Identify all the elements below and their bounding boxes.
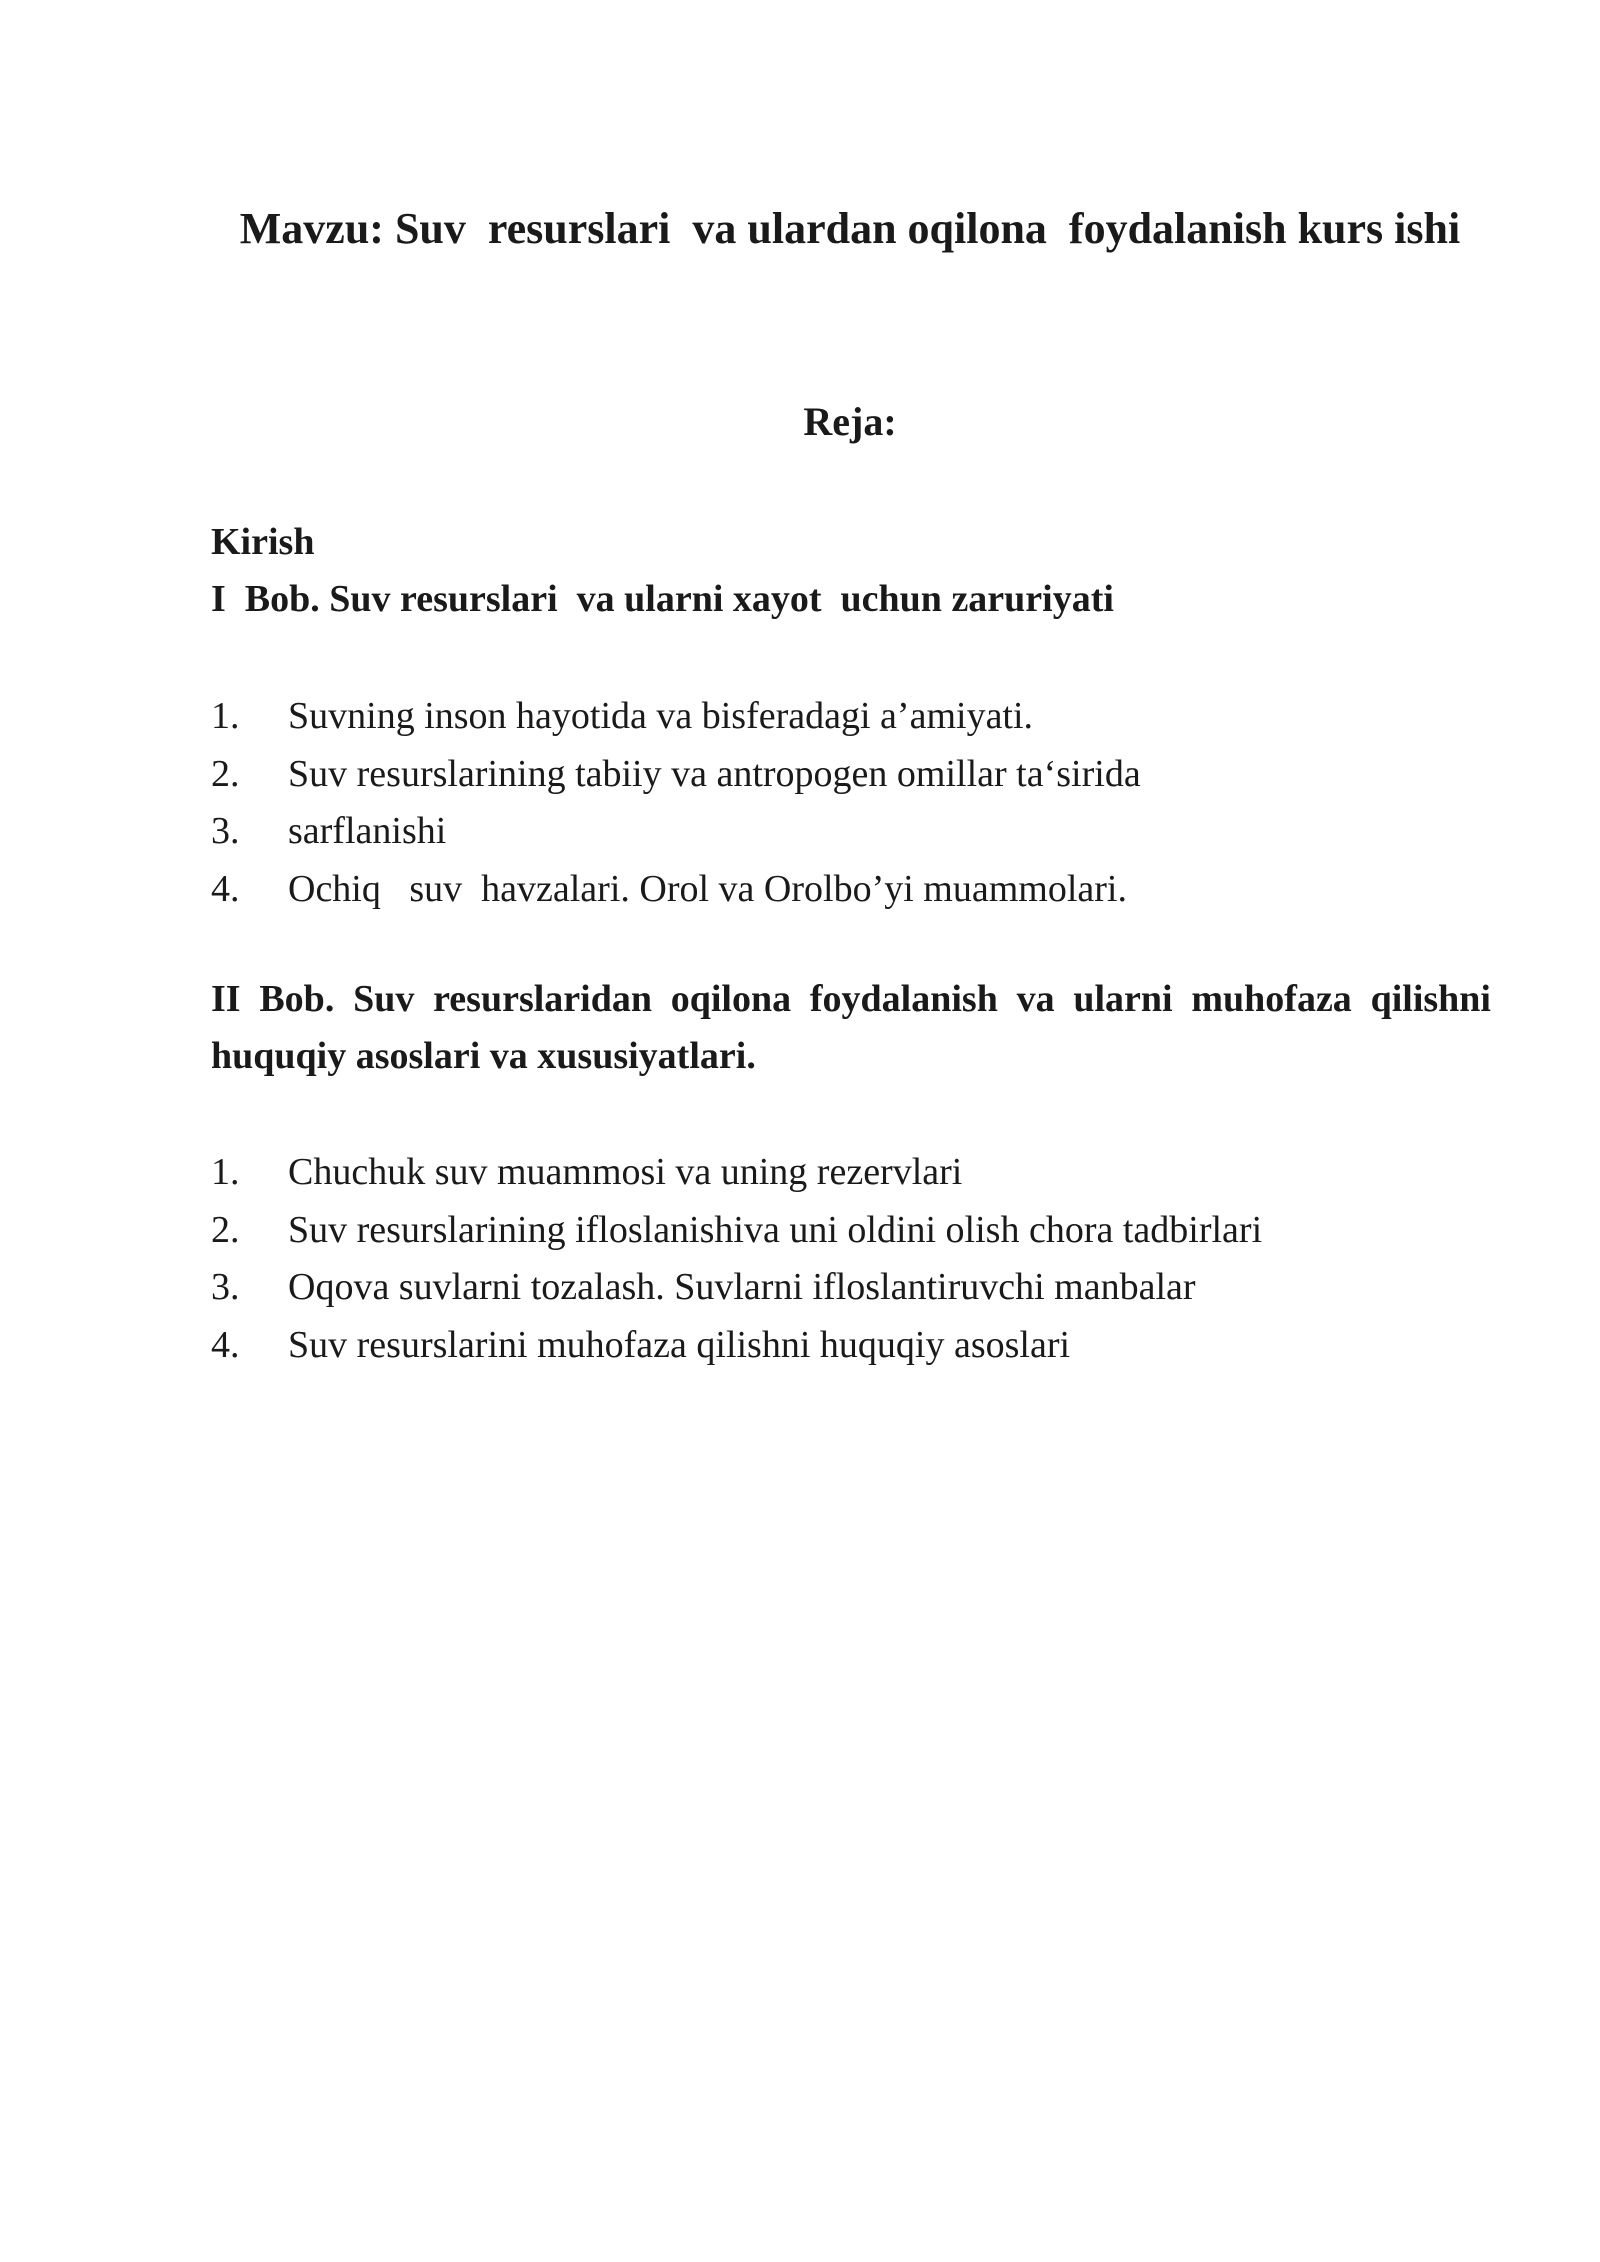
list-item-number: 1.	[211, 1151, 240, 1193]
list-item-text: Suv resurslarining ifloslanishiva uni oldini olish chora tadbirlari	[288, 1208, 1263, 1251]
list-item-number: 4.	[211, 1323, 240, 1366]
intro-heading: Kirish	[211, 521, 315, 563]
chapter1-list	[211, 688, 1501, 918]
plan-heading: Reja:	[803, 399, 897, 444]
list-item-number: 4.	[211, 867, 240, 910]
list-item-number: 2.	[211, 752, 240, 795]
list-item-text: sarflanishi	[288, 810, 447, 852]
list-item-text: Suv resurslarining tabiiy va antropogen omillar ta‘sirida	[288, 752, 1141, 795]
list-item	[211, 1259, 1501, 1317]
chapter1-heading: I Bob. Suv resurslari va ularni xayot uchun zaruriyati	[211, 578, 1114, 620]
list-item-text: Oqova suvlarni tozalash. Suvlarni ifloslantiruvchi manbalar	[288, 1266, 1196, 1308]
chapter2-heading: II Bob. Suv resurslaridan oqilona foydalanish va ularni muhofaza qilishni huquqiy asoslari va xususiyatlari.	[211, 978, 1501, 1077]
list-item	[211, 803, 1501, 861]
list-item	[211, 746, 1501, 804]
list-item	[211, 1202, 1501, 1260]
document-title: Mavzu: Suv resurslari va ulardan oqilona foydalanish kurs ishi	[239, 204, 1461, 253]
list-item	[211, 1144, 1501, 1202]
list-item	[211, 861, 1501, 919]
list-item-number: 3.	[211, 1266, 240, 1308]
list-item	[211, 1317, 1501, 1375]
chapter2-list	[211, 1144, 1501, 1374]
list-item	[211, 688, 1501, 746]
list-item-number: 3.	[211, 810, 240, 852]
list-item-number: 1.	[211, 695, 240, 737]
list-item-text: Suv resurslarini muhofaza qilishni huquqiy asoslari	[288, 1323, 1071, 1366]
list-item-text: Suvning inson hayotida va bisferadagi a’amiyati.	[288, 695, 1034, 737]
list-item-number: 2.	[211, 1208, 240, 1251]
list-item-text: Ochiq suv havzalari. Orol va Orolbo’yi muammolari.	[288, 867, 1127, 910]
list-item-text: Chuchuk suv muammosi va uning rezervlari	[288, 1151, 963, 1193]
